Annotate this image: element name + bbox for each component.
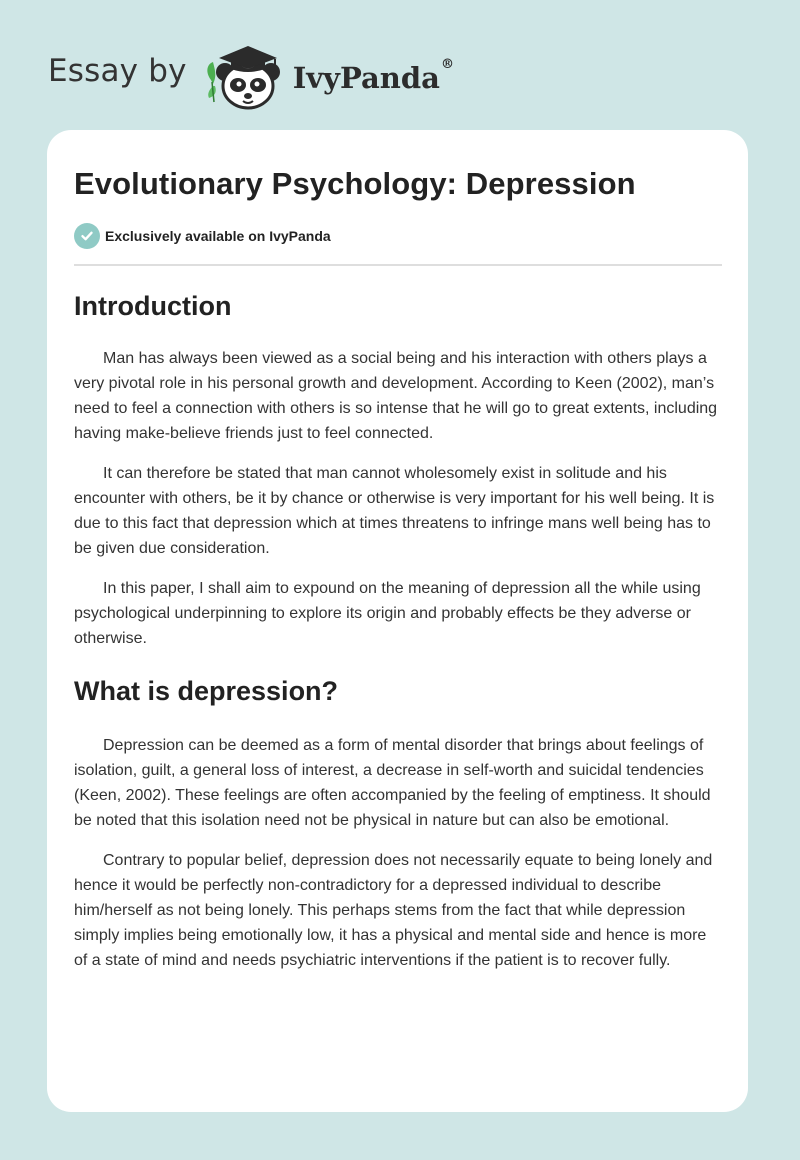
brand-name[interactable] (292, 57, 454, 95)
check-icon (74, 223, 100, 249)
brand-text: IvyPanda (292, 61, 440, 95)
section-what-is-depression (74, 673, 722, 973)
paragraph: Contrary to popular belief, depression does not necessarily equate to being lonely and hence it would be perfectly non-contradictory for a depressed individual to describe him/herself as not being lonely. This perhaps stems from the fact that while depression simply implies being emotionally low, it has a physical and mental side and hence is more of a state of mind and needs psychiatric interventions if the patient is to recover fully. (74, 852, 713, 969)
essay-card (47, 130, 748, 1112)
section-heading: What is depression? (74, 676, 339, 706)
panda-graduate-icon[interactable] (201, 36, 291, 112)
paragraph: Man has always been viewed as a social being and his interaction with others plays a very pivotal role in his personal growth and development. According to Keen (2002), man’s need to feel a connection with others is so intense that he will go to great extents, including having make-believe friends just to feel connected. (74, 350, 718, 442)
panda-logo-svg (201, 36, 291, 112)
exclusive-badge (74, 223, 722, 249)
section-heading: Introduction (74, 291, 232, 321)
paragraph: Depression can be deemed as a form of mental disorder that brings about feelings of isolation, guilt, a general loss of interest, a decrease in self-worth and suicidal tendencies (Keen, 2002). These feelings are often accompanied by the feeling of emptiness. It should be noted that this isolation need not be physical in nature but can also be emotional. (74, 737, 711, 829)
registered-mark: ® (440, 57, 454, 72)
paragraph: In this paper, I shall aim to expound on the meaning of depression all the while using psychological underpinning to explore its origin and probably effects be they adverse or otherwise. (74, 580, 701, 647)
exclusive-badge-text: Exclusively available on IvyPanda (105, 228, 331, 244)
divider (74, 264, 722, 266)
page-title: Evolutionary Psychology: Depression (74, 166, 636, 201)
paragraph: It can therefore be stated that man cannot wholesomely exist in solitude and his encounter with others, be it by chance or otherwise is very important for his well being. It is due to this fact that depression which at times threatens to infringe mans well being has to be given due consideration. (74, 465, 715, 557)
essay-by-label: Essay by (48, 53, 187, 89)
site-header (48, 34, 454, 114)
section-introduction (74, 288, 722, 651)
